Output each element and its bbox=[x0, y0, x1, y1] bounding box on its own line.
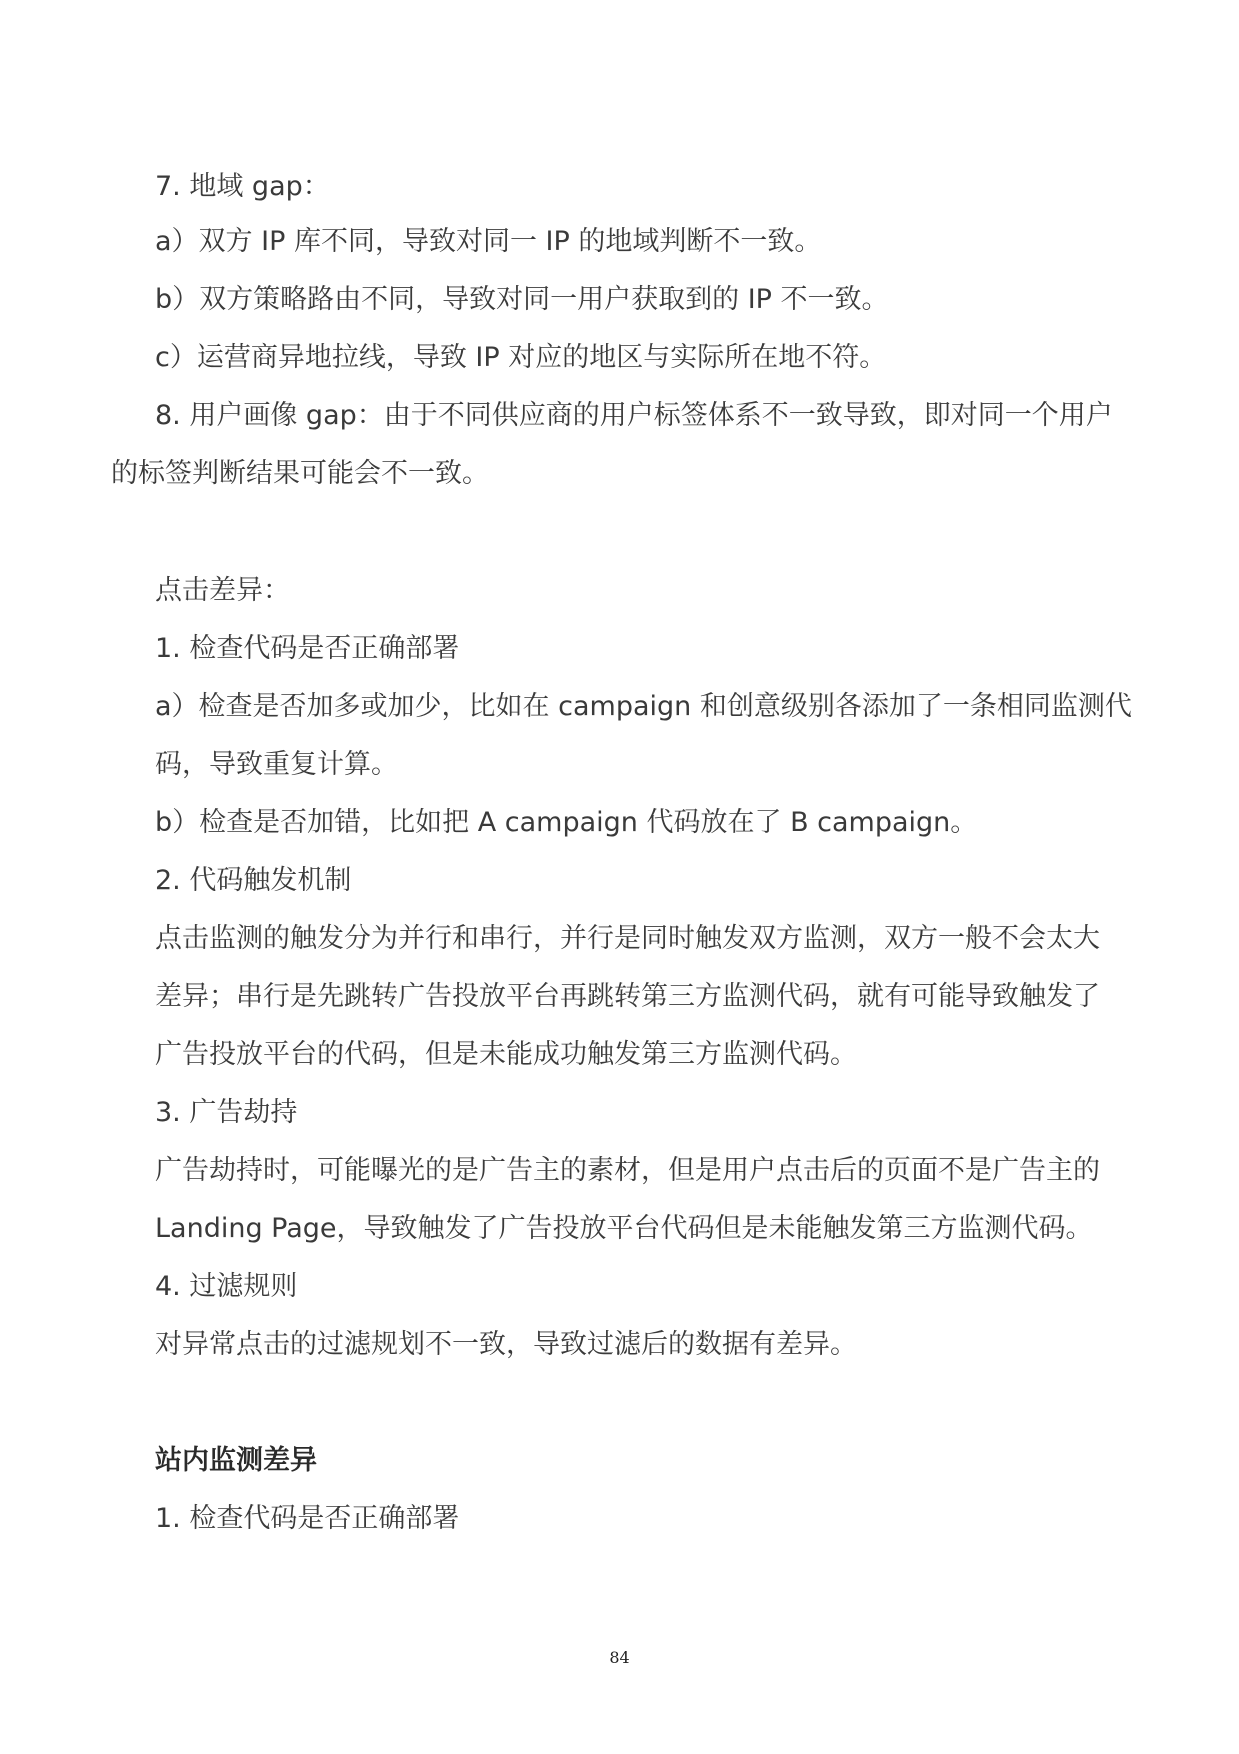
paragraph-line: 8. 用户画像 gap：由于不同供应商的用户标签体系不一致导致，即对同一个用户 bbox=[155, 400, 1113, 431]
paragraph-line: 2. 代码触发机制 bbox=[155, 865, 352, 896]
paragraph-line: 的标签判断结果可能会不一致。 bbox=[111, 458, 489, 489]
paragraph-line: a）双方 IP 库不同，导致对同一 IP 的地域判断不一致。 bbox=[155, 226, 822, 257]
paragraph-line: 码，导致重复计算。 bbox=[155, 749, 398, 780]
section-heading: 站内监测差异 bbox=[155, 1445, 317, 1476]
paragraph-line: 4. 过滤规则 bbox=[155, 1271, 298, 1302]
paragraph-line: 广告投放平台的代码，但是未能成功触发第三方监测代码。 bbox=[155, 1039, 857, 1070]
section-heading: 点击差异： bbox=[155, 575, 290, 606]
paragraph-line: 对异常点击的过滤规划不一致，导致过滤后的数据有差异。 bbox=[155, 1329, 857, 1360]
paragraph-line: Landing Page，导致触发了广告投放平台代码但是未能触发第三方监测代码。 bbox=[155, 1213, 1093, 1244]
paragraph-line: b）双方策略路由不同，导致对同一用户获取到的 IP 不一致。 bbox=[155, 284, 889, 315]
paragraph-line: 1. 检查代码是否正确部署 bbox=[155, 633, 460, 664]
paragraph-line: 点击监测的触发分为并行和串行，并行是同时触发双方监测，双方一般不会太大 bbox=[155, 923, 1100, 954]
paragraph-line: a）检查是否加多或加少，比如在 campaign 和创意级别各添加了一条相同监测代 bbox=[155, 691, 1132, 722]
paragraph-line: 1. 检查代码是否正确部署 bbox=[155, 1503, 460, 1534]
paragraph-line: 3. 广告劫持 bbox=[155, 1097, 298, 1128]
page-number: 84 bbox=[609, 1648, 630, 1667]
paragraph-line: 广告劫持时，可能曝光的是广告主的素材，但是用户点击后的页面不是广告主的 bbox=[155, 1155, 1100, 1186]
paragraph-line: b）检查是否加错，比如把 A campaign 代码放在了 B campaign。 bbox=[155, 807, 978, 838]
paragraph-line: c）运营商异地拉线，导致 IP 对应的地区与实际所在地不符。 bbox=[155, 342, 887, 373]
paragraph-line: 7. 地域 gap： bbox=[155, 171, 330, 202]
paragraph-line: 差异；串行是先跳转广告投放平台再跳转第三方监测代码，就有可能导致触发了 bbox=[155, 981, 1100, 1012]
